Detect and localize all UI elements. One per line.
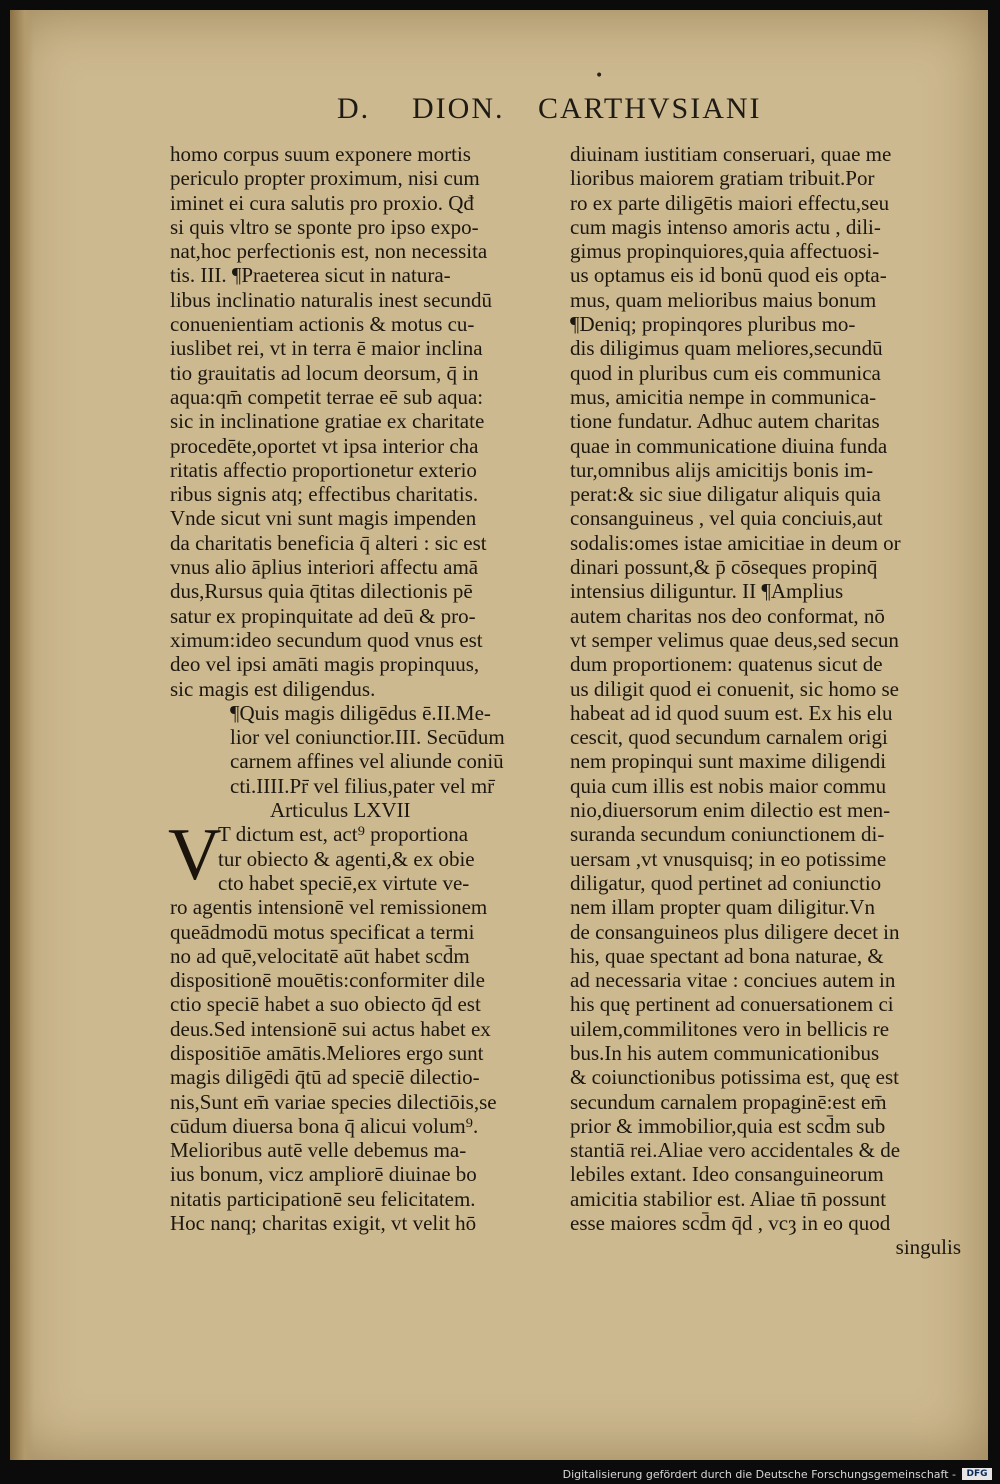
text-line: iuslibet rei, vt in terra ē maior inclina bbox=[170, 336, 483, 361]
text-line: dispositiōe amātis.Meliores ergo sunt bbox=[170, 1040, 484, 1065]
text-line: libus inclinatio naturalis inest secundū bbox=[170, 287, 492, 312]
text-line: procedēte,oportet vt ipsa interior cha bbox=[170, 433, 479, 458]
text-line: intensius diliguntur. II ¶Amplius bbox=[570, 579, 844, 604]
text-line: cum magis intenso amoris actu , dili- bbox=[570, 214, 881, 239]
text-line: ritatis affectio proportionetur exterio bbox=[170, 457, 477, 482]
text-line: lioribus maiorem gratiam tribuit.Por bbox=[570, 166, 875, 191]
left-body-text bbox=[170, 142, 560, 701]
text-line: mus, quam melioribus maius bonum bbox=[570, 287, 877, 312]
running-header bbox=[10, 92, 988, 132]
text-line: diligatur, quod pertinet ad coniunctio bbox=[570, 870, 882, 895]
text-line: tur obiecto & agenti,& ex obie bbox=[218, 846, 475, 871]
article-title: Articulus LXVII bbox=[270, 798, 411, 823]
digitization-footer bbox=[0, 1466, 1000, 1484]
article-summary bbox=[170, 701, 560, 798]
text-line: lebiles extant. Ideo consanguineorum bbox=[570, 1162, 884, 1187]
header-middle: DION. bbox=[412, 92, 505, 125]
text-line: uilem,commilitones vero in bellicis re bbox=[570, 1016, 890, 1041]
text-line: dispositionē mouētis:conformiter dile bbox=[170, 968, 485, 993]
text-line: prior & immobilior,quia est scd̄m sub bbox=[570, 1113, 886, 1138]
text-line: bus.In his autem communicationibus bbox=[570, 1040, 880, 1065]
text-line: dinari possunt,& p̄ cōseques propinq̄ bbox=[570, 555, 878, 580]
text-line: sic magis est diligendus. bbox=[170, 676, 376, 701]
text-line: habeat ad id quod suum est. Ex his elu bbox=[570, 700, 893, 725]
header-left: D. bbox=[337, 92, 371, 125]
text-line: deo vel ipsi amāti magis propinquus, bbox=[170, 652, 480, 677]
text-line: uersam ,vt vnusquisq; in eo potissime bbox=[570, 846, 887, 871]
text-line: his quę pertinent ad conuersationem ci bbox=[570, 992, 894, 1017]
text-line: esse maiores scd̄m q̄d , vcȝ in eo quod bbox=[570, 1211, 891, 1236]
text-line: consanguineus , vel quia conciuis,aut bbox=[570, 506, 883, 531]
article-body-text bbox=[170, 895, 560, 1235]
text-line: us diligit quod ei conuenit, sic homo se bbox=[570, 676, 899, 701]
text-line: iminet ei cura salutis pro proxio. Qđ bbox=[170, 190, 474, 215]
text-line: magis diligēdi q̄tū ad speciē dilectio- bbox=[170, 1065, 480, 1090]
text-line: de consanguineos plus diligere decet in bbox=[570, 919, 900, 944]
text-line: suranda secundum coniunctionem di- bbox=[570, 822, 885, 847]
text-line: ro ex parte diligētis maiori effectu,seu bbox=[570, 190, 890, 215]
text-line: ribus signis atq; effectibus charitatis. bbox=[170, 482, 479, 507]
text-line: ro agentis intensionē vel remissionem bbox=[170, 895, 488, 920]
text-line: ad necessaria vitae : conciues autem in bbox=[570, 968, 896, 993]
text-line: tis. III. ¶Praeterea sicut in natura- bbox=[170, 263, 451, 288]
text-line: dum proportionem: quatenus sicut de bbox=[570, 652, 883, 677]
text-line: no ad quē,velocitatē aūt habet scd̄m bbox=[170, 943, 470, 968]
text-line: nat,hoc perfectionis est, non necessita bbox=[170, 239, 488, 264]
text-line: periculo propter proximum, nisi cum bbox=[170, 166, 480, 191]
text-line: ius bonum, vicz ampliorē diuinae bo bbox=[170, 1162, 477, 1187]
text-line: cescit, quod secundum carnalem origi bbox=[570, 725, 888, 750]
text-line: tio grauitatis ad locum deorsum, q̄ in bbox=[170, 360, 479, 385]
text-line: Vnde sicut vni sunt magis impenden bbox=[170, 506, 477, 531]
text-line: dus,Rursus quia q̄titas dilectionis pē bbox=[170, 579, 473, 604]
text-line: nem illam propter quam diligitur.Vn bbox=[570, 895, 876, 920]
summary-line: carnem affines vel aliunde coniū bbox=[230, 749, 504, 774]
text-line: nis,Sunt em̄ variae species dilectiōis,se bbox=[170, 1089, 497, 1114]
left-column bbox=[170, 142, 560, 1235]
text-line: secundum carnalem propaginē:est em̄ bbox=[570, 1089, 887, 1114]
text-line: conuenientiam actionis & motus cu- bbox=[170, 312, 475, 337]
drop-cap-lines bbox=[170, 822, 560, 895]
drop-cap-block bbox=[168, 814, 560, 897]
summary-line: lior vel coniunctior.III. Secūdum bbox=[230, 725, 505, 750]
text-line: ctio speciē habet a suo obiecto q̄d est bbox=[170, 992, 481, 1017]
text-line: aqua:qm̄ competit terrae eē sub aqua: bbox=[170, 384, 484, 409]
page-mark: • bbox=[595, 68, 604, 84]
text-line: nem propinqui sunt maxime diligendi bbox=[570, 749, 887, 774]
right-body-text bbox=[570, 142, 965, 1235]
text-line: deus.Sed intensionē sui actus habet ex bbox=[170, 1016, 491, 1041]
text-line: sodalis:omes istae amicitiae in deum or bbox=[570, 530, 901, 555]
text-line: mus, amicitia nempe in communica- bbox=[570, 384, 877, 409]
text-line: amicitia stabilior est. Aliae tn̄ possunt bbox=[570, 1186, 887, 1211]
text-line: perat:& sic siue diligatur aliquis quia bbox=[570, 482, 881, 507]
summary-line: ¶Quis magis diligēdus ē.II.Me- bbox=[230, 700, 491, 725]
text-line: cūdum diuersa bona q̄ alicui volum⁹. bbox=[170, 1113, 479, 1138]
text-line: ¶Deniq; propinqores pluribus mo- bbox=[570, 312, 856, 337]
text-line: nio,diuersorum enim dilectio est men- bbox=[570, 798, 891, 823]
header-right: CARTHVSIANI bbox=[538, 92, 762, 125]
text-line: quia cum illis est nobis maior commu bbox=[570, 773, 887, 798]
footer-credit: Digitalisierung gefördert durch die Deutsche Forschungsgemeinschaft - bbox=[562, 1468, 956, 1481]
text-line: diuinam iustitiam conseruari, quae me bbox=[570, 142, 892, 166]
text-line: & coiunctionibus potissima est, quę est bbox=[570, 1065, 899, 1090]
book-page bbox=[10, 10, 988, 1460]
text-line: dis diligimus quam meliores,secundū bbox=[570, 336, 883, 361]
dfg-logo: DFG bbox=[962, 1468, 992, 1480]
text-line: us optamus eis id bonū quod eis opta- bbox=[570, 263, 887, 288]
text-line: cto habet speciē,ex virtute ve- bbox=[218, 870, 470, 895]
text-line: T dictum est, act⁹ proportiona bbox=[218, 822, 469, 847]
right-column bbox=[570, 142, 965, 1260]
text-line: tur,omnibus alijs amicitijs bonis im- bbox=[570, 457, 874, 482]
text-line: tione fundatur. Adhuc autem charitas bbox=[570, 409, 880, 434]
catchword: singulis bbox=[895, 1235, 961, 1260]
text-line: Hoc nanq; charitas exigit, vt velit hō bbox=[170, 1211, 477, 1236]
text-line: si quis vltro se sponte pro ipso expo- bbox=[170, 214, 479, 239]
drop-cap: V bbox=[168, 814, 222, 897]
text-line: vnus alio āplius interiori affectu amā bbox=[170, 555, 479, 580]
text-line: homo corpus suum exponere mortis bbox=[170, 142, 471, 166]
text-line: satur ex propinquitate ad deū & pro- bbox=[170, 603, 476, 628]
text-line: quod in pluribus cum eis communica bbox=[570, 360, 881, 385]
text-line: autem charitas nos deo conformat, nō bbox=[570, 603, 885, 628]
text-line: his, quae spectant ad bona naturae, & bbox=[570, 943, 884, 968]
text-line: queādmodū motus specificat a termi bbox=[170, 919, 475, 944]
text-line: stantiā rei.Aliae vero accidentales & de bbox=[570, 1138, 901, 1163]
text-line: gimus propinquiores,quia affectuosi- bbox=[570, 239, 880, 264]
text-line: sic in inclinatione gratiae ex charitate bbox=[170, 409, 485, 434]
text-line: nitatis participationē seu felicitatem. bbox=[170, 1186, 476, 1211]
text-line: vt semper velimus quae deus,sed secun bbox=[570, 627, 899, 652]
text-line: quae in communicatione diuina funda bbox=[570, 433, 888, 458]
summary-line: cti.IIII.Pr̄ vel filius,pater vel mr̄ bbox=[230, 773, 495, 798]
text-line: ximum:ideo secundum quod vnus est bbox=[170, 627, 483, 652]
text-line: Melioribus autē velle debemus ma- bbox=[170, 1138, 467, 1163]
text-line: da charitatis beneficia q̄ alteri : sic est bbox=[170, 530, 487, 555]
